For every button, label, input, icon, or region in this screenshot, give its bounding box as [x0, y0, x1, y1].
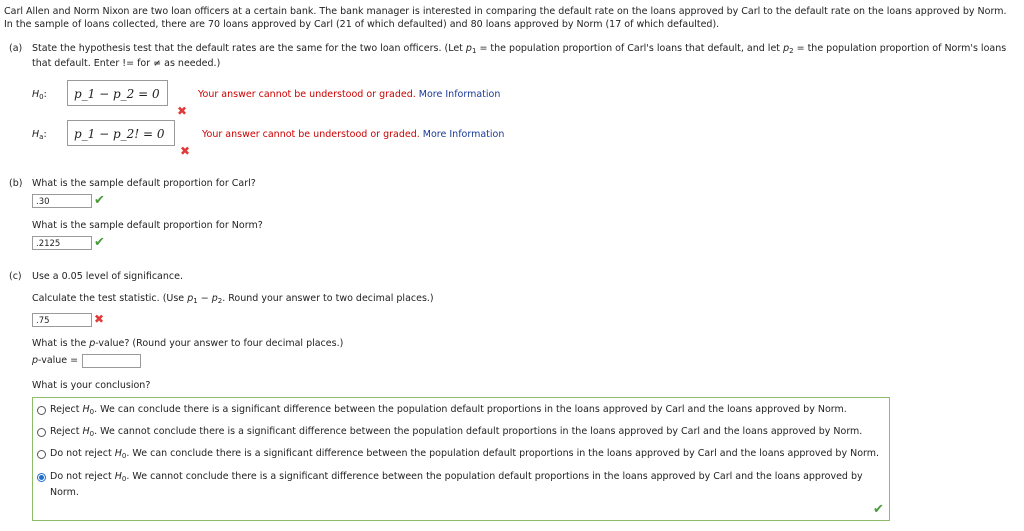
conclusion-option-1[interactable]: Reject $H_0$. We can conclude there is a significant difference between the population default proportions in the loans approved by Carl and the loans approved by Norm.: [37, 404, 847, 416]
test-statistic-question: Calculate the test statistic. (Use $p_1 - p_2$. Round your answer to two decimal places.): [32, 293, 434, 305]
carl-proportion-question: What is the sample default proportion for Carl?: [32, 178, 256, 189]
significance-level-text: Use a 0.05 level of significance.: [32, 271, 183, 282]
test-statistic-input[interactable]: .75: [32, 313, 92, 327]
intro-line-2: In the sample of loans collected, there are 70 loans approved by Carl (21 of which defaulted) and 80 loans approved by Norm (17 of which defaulted).: [4, 19, 720, 30]
intro-line-1: Carl Allen and Norm Nixon are two loan officers at a certain bank. The bank manager is interested in comparing the default rate on the loans approved by Carl to the default rate on the loans approved by Norm.: [4, 6, 1007, 17]
part-a-label: (a): [9, 43, 23, 54]
incorrect-x-icon: ✖: [177, 104, 188, 118]
ha-input[interactable]: p_1 − p_2! = 0: [67, 120, 175, 146]
radio-button[interactable]: [37, 450, 46, 459]
conclusion-options: [32, 397, 890, 521]
radio-button-selected[interactable]: [37, 473, 46, 482]
incorrect-x-icon: ✖: [180, 144, 191, 158]
problem-intro: [4, 5, 1006, 31]
correct-check-icon: ✔: [94, 193, 105, 208]
ha-label: $H_a$:: [32, 129, 47, 141]
part-b-label: (b): [9, 178, 23, 189]
norm-proportion-input[interactable]: .2125: [32, 236, 92, 250]
conclusion-question: What is your conclusion?: [32, 380, 151, 391]
error-message: Your answer cannot be understood or graded.: [202, 129, 420, 140]
more-information-link[interactable]: More Information: [422, 129, 505, 140]
more-information-link[interactable]: More Information: [418, 89, 501, 100]
conclusion-option-2[interactable]: Reject $H_0$. We cannot conclude there is a significant difference between the population default proportions in the loans approved by Carl and the loans approved by Norm.: [37, 426, 862, 438]
conclusion-option-4-continuation: Norm.: [50, 487, 79, 498]
conclusion-option-4[interactable]: Do not reject $H_0$. We cannot conclude there is a significant difference between the population default proportions in the loans approved by Carl and the loans approved by: [37, 471, 863, 483]
carl-proportion-input[interactable]: .30: [32, 194, 92, 208]
norm-proportion-question: What is the sample default proportion for Norm?: [32, 220, 263, 231]
incorrect-x-icon: ✖: [94, 312, 105, 326]
p-value-question: What is the p-value? (Round your answer to four decimal places.): [32, 338, 344, 349]
part-a-question: State the hypothesis test that the default rates are the same for the two loan officers. (Let $p_1$ = the population proportion of Carl's loans that default, and let $p_2$ = the population proportion of Norm's loans: [32, 43, 1007, 55]
h0-input[interactable]: p_1 − p_2 = 0: [67, 80, 168, 106]
correct-check-icon: ✔: [94, 235, 105, 250]
part-c-label: (c): [9, 271, 22, 282]
correct-check-icon: ✔: [873, 502, 884, 517]
p-value-input[interactable]: [82, 354, 141, 368]
conclusion-option-3[interactable]: Do not reject $H_0$. We can conclude there is a significant difference between the population default proportions in the loans approved by Carl and the loans approved by Norm.: [37, 448, 879, 460]
h0-feedback: [198, 89, 500, 100]
radio-button[interactable]: [37, 406, 46, 415]
ha-feedback: [202, 129, 504, 140]
part-a-question-line-2: that default. Enter != for ≠ as needed.): [32, 58, 221, 69]
radio-button[interactable]: [37, 428, 46, 437]
h0-label: $H_0$:: [32, 89, 47, 101]
error-message: Your answer cannot be understood or graded.: [198, 89, 416, 100]
p-value-label: p-value =: [32, 355, 79, 366]
